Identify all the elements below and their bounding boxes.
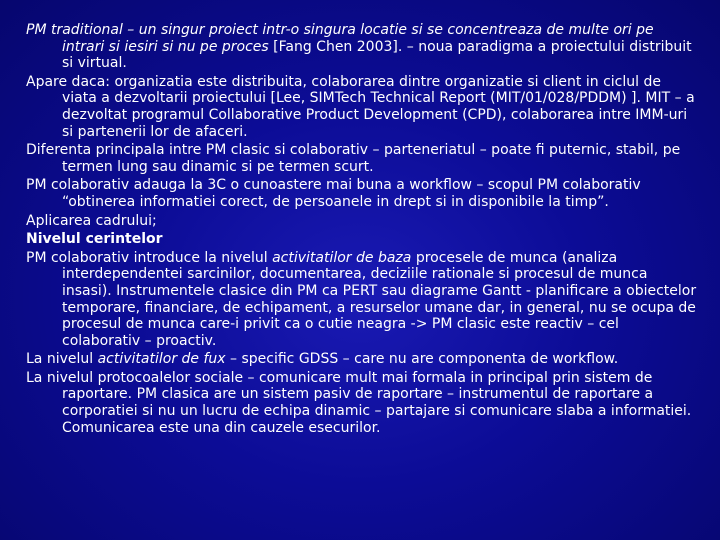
paragraph-part: procesele de munca (analiza interdependentei sarcinilor, documentarea, deciziile rationale si procesul de munca insasi). Instrumentele clasice din PM ca PERT sau diagrame Gantt - planificare a obiectelor temporare, financiare, de echipament, a resurselor umane dar, in general, nu se ocupa de procesul de munca care-i privit ca o cutie neagra -> PM clasic este reactiv – cel colaborativ – proactiv.	[62, 249, 697, 349]
paragraph-aplicarea-cadrului	[26, 213, 698, 230]
paragraph-apare-daca	[26, 74, 698, 140]
paragraph-pm-traditional	[26, 22, 698, 72]
paragraph-part: Diferenta principala intre PM clasic si colaborativ – parteneriatul – poate fi puternic, stabil, pe termen lung sau dinamic si pe termen scurt.	[26, 142, 681, 175]
paragraph-part: – specific GDSS – care nu are componenta de workflow.	[225, 351, 619, 368]
paragraph-part: [Fang Chen 2003]. – noua paradigma a proiectului distribuit si virtual.	[62, 38, 692, 72]
paragraph-part: PM traditional – un singur proiect intr-o singura locatie si se concentreaza de multe ori pe intrari si iesiri si nu pe proces	[26, 22, 654, 55]
paragraph-activitatilor-de-baza	[26, 250, 698, 350]
paragraph-part: Nivelul cerintelor	[26, 231, 163, 248]
paragraph-part: Aplicarea cadrului;	[26, 212, 157, 229]
slide-body	[26, 22, 698, 438]
paragraph-part: activitatilor de fux	[97, 351, 226, 368]
paragraph-part: activitatilor de baza	[272, 249, 412, 266]
paragraph-protocoalelor-sociale	[26, 370, 698, 436]
paragraph-diferenta	[26, 142, 698, 175]
paragraph-activitatilor-de-fux	[26, 351, 698, 368]
paragraph-part: Apare daca: organizatia este distribuita, colaborarea dintre organizatie si client in ciclul de viata a dezvoltarii proiectului [Lee, SIMTech Technical Report (MIT/01/028/PDDM) ]. MIT – a dezvoltat programul Collaborative Product Development (CPD), colaborarea intre IMM-uri si partenerii lor de afaceri.	[26, 73, 695, 140]
paragraph-part: La nivelul	[26, 351, 98, 368]
paragraph-part: La nivelul protocoalelor sociale – comunicare mult mai formala in principal prin sistem de raportare. PM clasica are un sistem pasiv de raportare – instrumentul de raportare a corporatiei si nu un lucru de echipa dinamic – partajare si comunicare slaba a informatiei. Comunicarea este una din cauzele esecurilor.	[26, 369, 692, 436]
paragraph-part: PM colaborativ introduce la nivelul	[26, 249, 273, 266]
section-heading-nivelul-cerintelor	[26, 231, 698, 248]
paragraph-part: PM colaborativ adauga la 3C o cunoastere mai buna a workflow – scopul PM colaborativ “obtinerea informatiei corect, de persoanele in drept si in disponibile la timp”.	[26, 177, 641, 210]
paragraph-pm-colaborativ-3c	[26, 177, 698, 210]
